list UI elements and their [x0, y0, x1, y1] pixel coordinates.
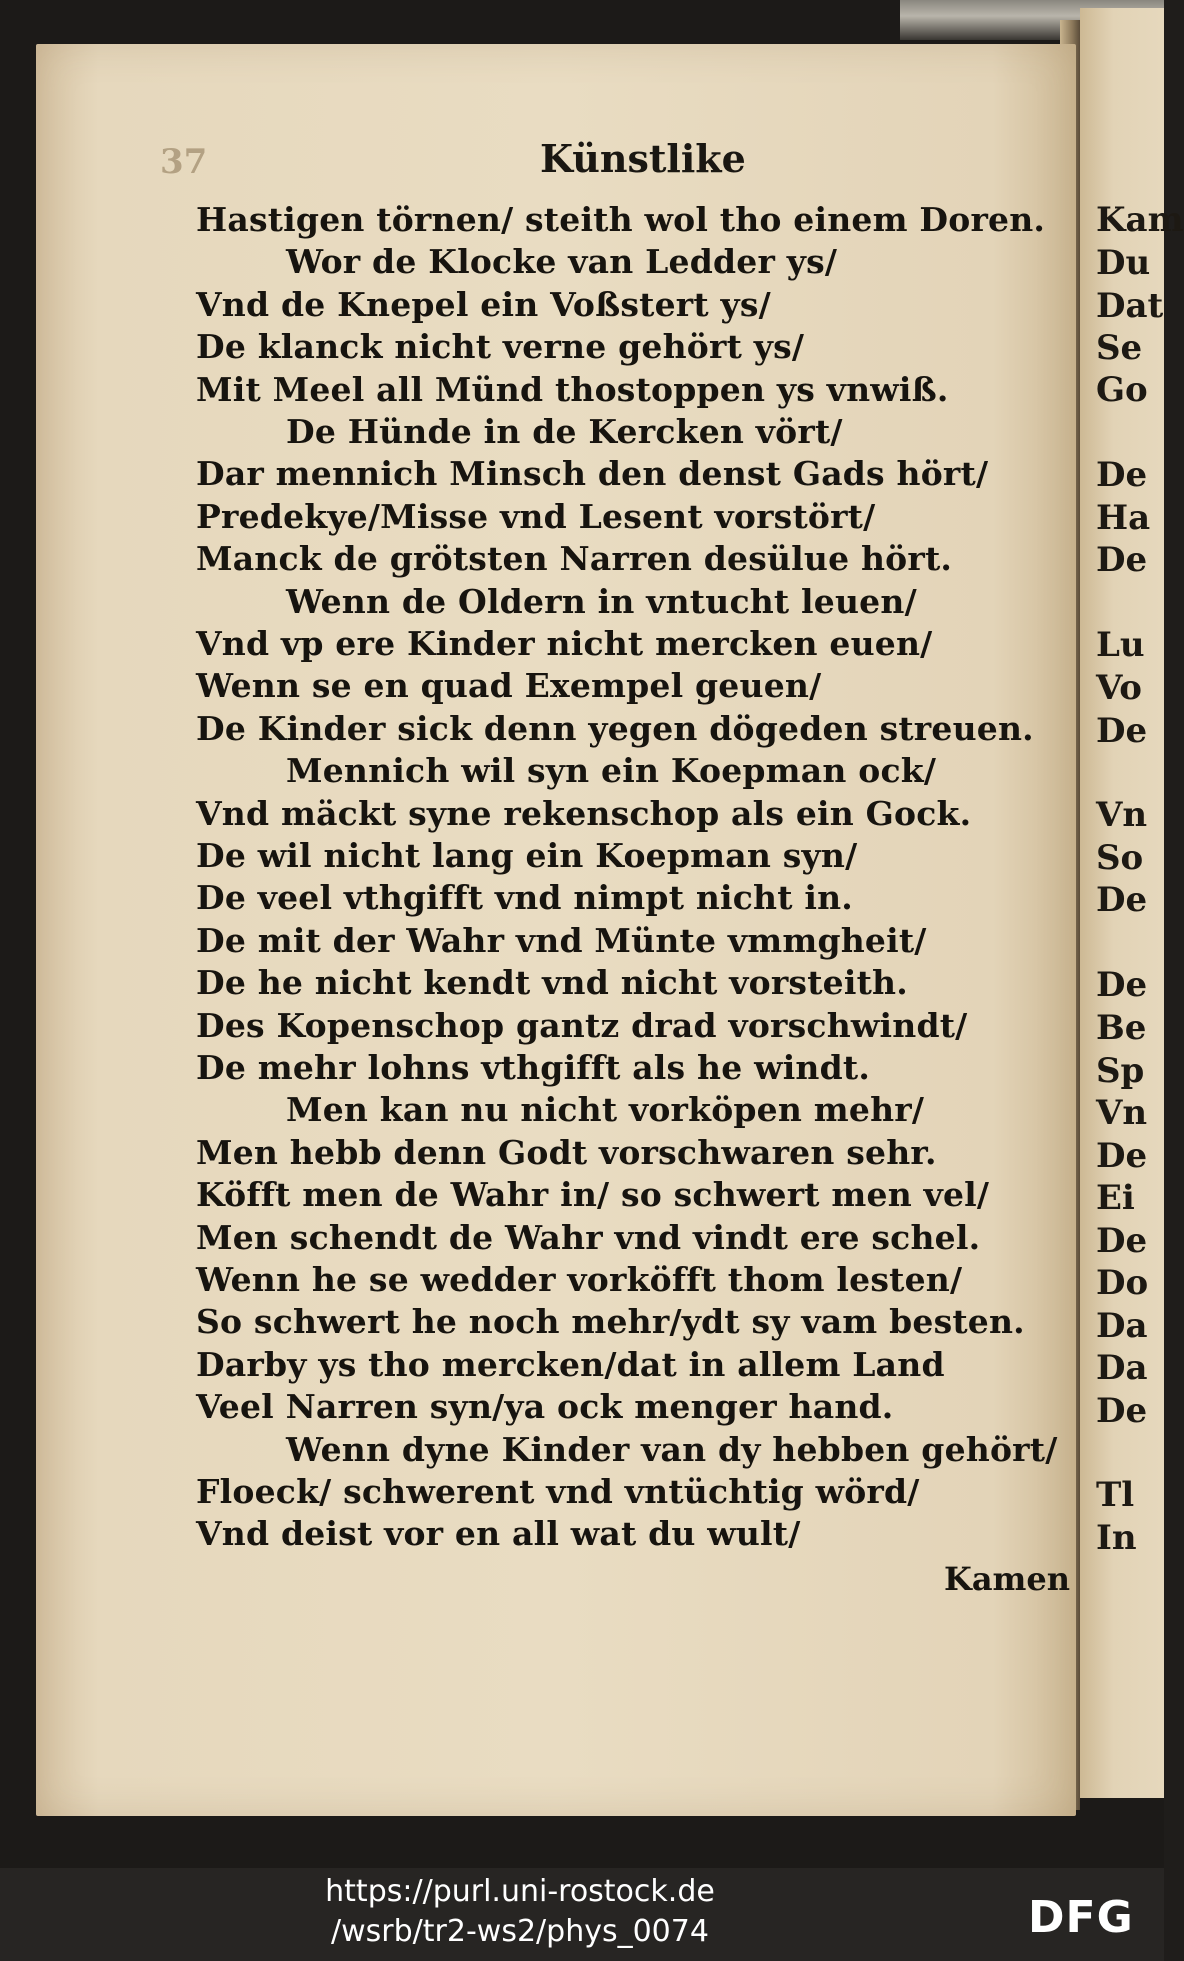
- next-page-line: So: [1096, 838, 1144, 878]
- next-page-line: Vn: [1096, 795, 1148, 835]
- verse-line: Vnd vp ere Kinder nicht mercken euen/: [196, 624, 933, 663]
- verse-line: Wenn he se wedder vorköfft thom lesten/: [196, 1260, 963, 1299]
- next-page-line: De: [1096, 455, 1148, 495]
- next-page-line: Be: [1096, 1008, 1147, 1048]
- next-page-line: De: [1096, 965, 1148, 1005]
- verse-line: De veel vthgifft vnd nimpt nicht in.: [196, 878, 853, 918]
- verse-line: De wil nicht lang ein Koepman syn/: [196, 836, 858, 875]
- running-title: Künstlike: [540, 136, 746, 181]
- next-page-line: Ei: [1096, 1178, 1135, 1218]
- verse-line: De Hünde in de Kercken vört/: [286, 412, 843, 451]
- verse-line: Vnd de Knepel ein Voßstert ys/: [196, 284, 771, 324]
- verse-line: De mit der Wahr vnd Münte vmmgheit/: [196, 920, 927, 960]
- verse-line: Floeck/ schwerent vnd vntüchtig wörd/: [196, 1472, 920, 1511]
- verse-line: Men kan nu nicht vorköpen mehr/: [286, 1090, 925, 1130]
- next-page-line: Tl: [1096, 1475, 1135, 1515]
- next-page-line: Ha: [1096, 498, 1151, 538]
- verse-line: Darby ys tho mercken/dat in allem Land: [196, 1344, 945, 1384]
- verse-line: So schwert he noch mehr/ydt sy vam besten.: [196, 1302, 1025, 1342]
- verse-line: Hastigen törnen/ steith wol tho einem Doren.: [196, 200, 1046, 239]
- verse-line: Men hebb denn Godt vorschwaren sehr.: [196, 1132, 937, 1172]
- next-page-line: De: [1096, 711, 1148, 751]
- verse-line: Manck de grötsten Narren desülue hört.: [196, 539, 953, 579]
- next-page-line: Du: [1096, 243, 1151, 283]
- verse-line: Wenn dyne Kinder van dy hebben gehört/: [286, 1429, 1058, 1469]
- next-page-line: De: [1096, 1221, 1148, 1261]
- page-number: 37: [160, 142, 208, 182]
- next-page-line: In: [1096, 1518, 1137, 1558]
- next-page-line: Vn: [1096, 1093, 1148, 1133]
- verse-line: Veel Narren syn/ya ock menger hand.: [196, 1387, 894, 1427]
- verse-line: Dar mennich Minsch den denst Gads hört/: [196, 454, 989, 494]
- verse-line: De he nicht kendt vnd nicht vorsteith.: [196, 963, 908, 1003]
- verse-line: De mehr lohns vthgifft als he windt.: [196, 1048, 871, 1087]
- next-page-line: De: [1096, 540, 1148, 580]
- verse-line: Des Kopenschop gantz drad vorschwindt/: [196, 1005, 968, 1045]
- next-page-line: Sp: [1096, 1051, 1145, 1091]
- verse-line: Köfft men de Wahr in/ so schwert men vel/: [196, 1175, 990, 1215]
- next-page-fragment: [1080, 8, 1184, 1798]
- verse-line: Wenn de Oldern in vntucht leuen/: [286, 581, 917, 621]
- verse-line: Mit Meel all Münd thostoppen ys vnwiß.: [196, 369, 949, 409]
- catchword: Kamen: [944, 1560, 1071, 1598]
- verse-line: Men schendt de Wahr vnd vindt ere schel.: [196, 1217, 981, 1257]
- next-page-line: Se: [1096, 328, 1143, 368]
- verse-line: Wor de Klocke van Ledder ys/: [286, 242, 838, 282]
- next-page-line: Vo: [1096, 668, 1142, 708]
- permalink-line-1[interactable]: https://purl.uni-rostock.de: [325, 1874, 715, 1909]
- verse-line: De klanck nicht verne gehört ys/: [196, 327, 805, 367]
- verse-line: Predekye/Misse vnd Lesent vorstört/: [196, 496, 876, 536]
- verse-line: De Kinder sick denn yegen dögeden streuen.: [196, 708, 1034, 748]
- next-page-line: Go: [1096, 370, 1148, 410]
- next-page-line: Lu: [1096, 625, 1145, 665]
- next-page-line: Do: [1096, 1263, 1149, 1303]
- next-page-line: De: [1096, 1136, 1148, 1176]
- verse-line: Mennich wil syn ein Koepman ock/: [286, 751, 937, 791]
- verse-line: Vnd deist vor en all wat du wult/: [196, 1514, 801, 1554]
- verse-line: Vnd mäckt syne rekenschop als ein Gock.: [196, 793, 972, 833]
- next-page-line: Dat: [1096, 286, 1164, 326]
- permalink-line-2[interactable]: /wsrb/tr2-ws2/phys_0074: [331, 1914, 709, 1949]
- verse-line: Wenn se en quad Exempel geuen/: [196, 666, 822, 706]
- next-page-line: Da: [1096, 1306, 1148, 1346]
- next-page-line: De: [1096, 1391, 1148, 1431]
- dfg-logo: DFG: [1028, 1892, 1134, 1943]
- next-page-line: De: [1096, 880, 1148, 920]
- next-page-line: Kam: [1096, 200, 1184, 240]
- next-page-line: Da: [1096, 1348, 1148, 1388]
